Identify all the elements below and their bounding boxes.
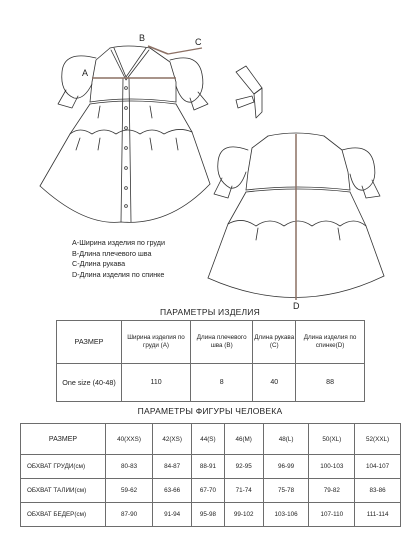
body-params-title: ПАРАМЕТРЫ ФИГУРЫ ЧЕЛОВЕКА (137, 406, 283, 416)
header-shoulder-length: Длина плечевого шва (B) (191, 321, 253, 364)
legend-item-b: B-Длина плечевого шва (72, 248, 152, 258)
header-size-col: 40(XXS) (106, 424, 153, 455)
header-size-col: 50(XL) (309, 424, 355, 455)
row-label: ОБХВАТ БЕДЕР(см) (21, 503, 106, 527)
table-cell: 71-74 (224, 479, 263, 503)
table-cell: 95-98 (192, 503, 224, 527)
table-cell: 107-110 (309, 503, 355, 527)
header-sleeve-length: Длина рукава (C) (253, 321, 296, 364)
table-cell: 91-94 (153, 503, 192, 527)
measure-line-b (148, 46, 168, 54)
value-chest-width: 110 (122, 364, 191, 402)
table-header-row (57, 321, 365, 364)
marker-a: A (82, 68, 89, 78)
legend-item-c: C-Длина рукава (72, 259, 126, 269)
row-label: ОБХВАТ ГРУДИ(см) (21, 455, 106, 479)
product-params-table (56, 320, 365, 402)
header-size-col: 46(M) (224, 424, 263, 455)
marker-c: C (195, 37, 202, 47)
legend-item-a: A-Ширина изделия по груди (72, 238, 165, 247)
table-row (21, 479, 401, 503)
marker-d: D (293, 301, 300, 311)
header-size-col: 42(XS) (153, 424, 192, 455)
table-cell: 83-86 (355, 479, 401, 503)
measure-line-c (168, 48, 202, 54)
product-params-title: ПАРАМЕТРЫ ИЗДЕЛИЯ (160, 307, 260, 317)
size-value: One size (40-48) (57, 364, 122, 402)
table-cell: 59-62 (106, 479, 153, 503)
table-row (57, 364, 365, 402)
dress-front-view (40, 46, 210, 222)
belt-sketch (236, 66, 262, 118)
table-cell: 100-103 (309, 455, 355, 479)
marker-b: B (139, 33, 146, 43)
table-cell: 88-91 (192, 455, 224, 479)
header-chest-width: Ширина изделия по груди (А) (122, 321, 191, 364)
table-header-row (21, 424, 401, 455)
header-size-col: 48(L) (263, 424, 309, 455)
row-label: ОБХВАТ ТАЛИИ(см) (21, 479, 106, 503)
table-cell: 63-66 (153, 479, 192, 503)
table-cell: 92-95 (224, 455, 263, 479)
table-cell: 103-106 (263, 503, 309, 527)
value-sleeve-length: 40 (253, 364, 296, 402)
table-cell: 111-114 (355, 503, 401, 527)
table-cell: 99-102 (224, 503, 263, 527)
header-size: РАЗМЕР (57, 321, 122, 364)
body-params-table (20, 423, 401, 527)
header-size-col: 44(S) (192, 424, 224, 455)
value-back-length: 88 (296, 364, 365, 402)
table-cell: 87-90 (106, 503, 153, 527)
table-cell: 104-107 (355, 455, 401, 479)
table-row (21, 455, 401, 479)
header-size: РАЗМЕР (21, 424, 106, 455)
table-row (21, 503, 401, 527)
table-cell: 79-82 (309, 479, 355, 503)
table-cell: 84-87 (153, 455, 192, 479)
header-back-length: Длина изделия по спинке(D) (296, 321, 365, 364)
value-shoulder-length: 8 (191, 364, 253, 402)
measurement-legend (72, 238, 165, 280)
legend-item-d: D-Длина изделия по спинке (72, 269, 165, 279)
table-cell: 80-83 (106, 455, 153, 479)
header-size-col: 52(XXL) (355, 424, 401, 455)
table-cell: 75-78 (263, 479, 309, 503)
table-cell: 67-70 (192, 479, 224, 503)
table-cell: 96-99 (263, 455, 309, 479)
